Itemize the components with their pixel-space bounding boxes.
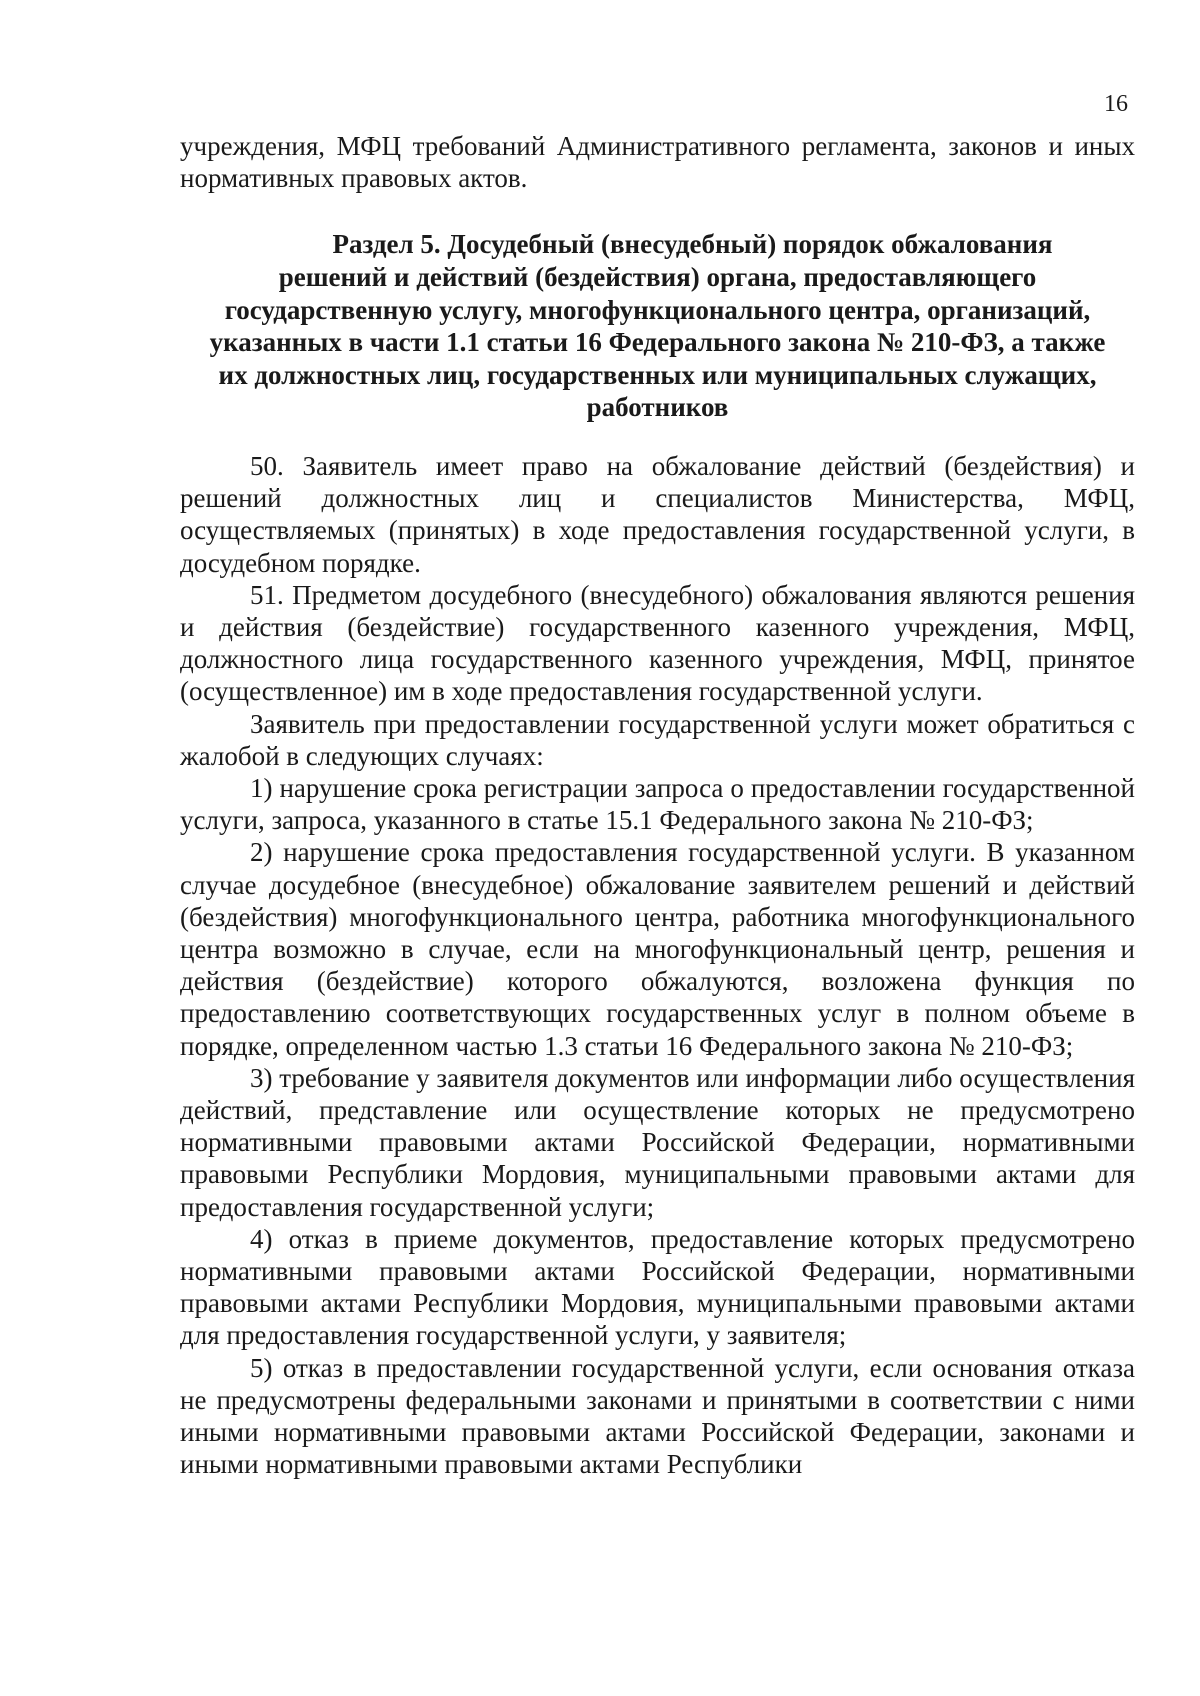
section-heading-line: решений и действий (бездействия) органа, предоставляющего <box>278 262 1037 292</box>
section-heading <box>180 228 1135 424</box>
paragraph-complaint-cases: Заявитель при предоставлении государственной услуги может обратиться с жалобой в следующих случаях: <box>180 708 1135 771</box>
section-heading-line: государственную услугу, многофункционального центра, организаций, <box>224 294 1091 325</box>
paragraph-51: 51. Предметом досудебного (внесудебного) обжалования являются решения и действия (бездействие) государственного казенного учреждения, МФЦ, должностного лица государственного казенного учреждения, МФЦ, принятое (осуществленное) им в ходе предоставления государственной услуги. <box>180 579 1135 707</box>
document-body <box>180 130 1135 1480</box>
section-heading-line: указанных в части 1.1 статьи 16 Федерального закона № 210-ФЗ, а также <box>209 327 1106 358</box>
section-heading-line: их должностных лиц, государственных или муниципальных служащих, <box>218 359 1097 390</box>
list-item-5: 5) отказ в предоставлении государственной услуги, если основания отказа не предусмотрены федеральными законами и принятыми в соответствии с ними иными нормативными правовыми актами Российской Федерации, законами и иными нормативными правовыми актами Республики <box>180 1352 1135 1480</box>
paragraph-50: 50. Заявитель имеет право на обжалование действий (бездействия) и решений должностных лиц и специалистов Министерства, МФЦ, осуществляемых (принятых) в ходе предоставления государственной услуги, в досудебном порядке. <box>180 450 1135 578</box>
page-number: 16 <box>1104 91 1128 117</box>
section-heading-line: Раздел 5. Досудебный (внесудебный) порядок обжалования <box>332 229 1053 260</box>
section-heading-line: работников <box>586 392 729 423</box>
list-item-4: 4) отказ в приеме документов, предоставление которых предусмотрено нормативными правовыми актами Российской Федерации, нормативными правовыми актами Республики Мордовия, муниципальными правовыми актами для предоставления государственной услуги, у заявителя; <box>180 1223 1135 1351</box>
intro-paragraph: учреждения, МФЦ требований Административного регламента, законов и иных нормативных правовых актов. <box>180 131 1135 194</box>
list-item-2: 2) нарушение срока предоставления государственной услуги. В указанном случае досудебное (внесудебное) обжалование заявителем решений и действий (бездействия) многофункционального центра, работника многофункционального центра возможно в случае, если на многофункциональный центр, решения и действия (бездействие) которого обжалуются, возложена функция по предоставлению соответствующих государственных услуг в полном объеме в порядке, определенном частью 1.3 статьи 16 Федерального закона № 210-ФЗ; <box>180 837 1135 1061</box>
list-item-1: 1) нарушение срока регистрации запроса о предоставлении государственной услуги, запроса, указанного в статье 15.1 Федерального закона № 210-ФЗ; <box>180 773 1135 836</box>
list-item-3: 3) требование у заявителя документов или информации либо осуществления действий, представление или осуществление которых не предусмотрено нормативными правовыми актами Российской Федерации, нормативными правовыми Республики Мордовия, муниципальными правовыми актами для предоставления государственной услуги; <box>180 1062 1135 1222</box>
